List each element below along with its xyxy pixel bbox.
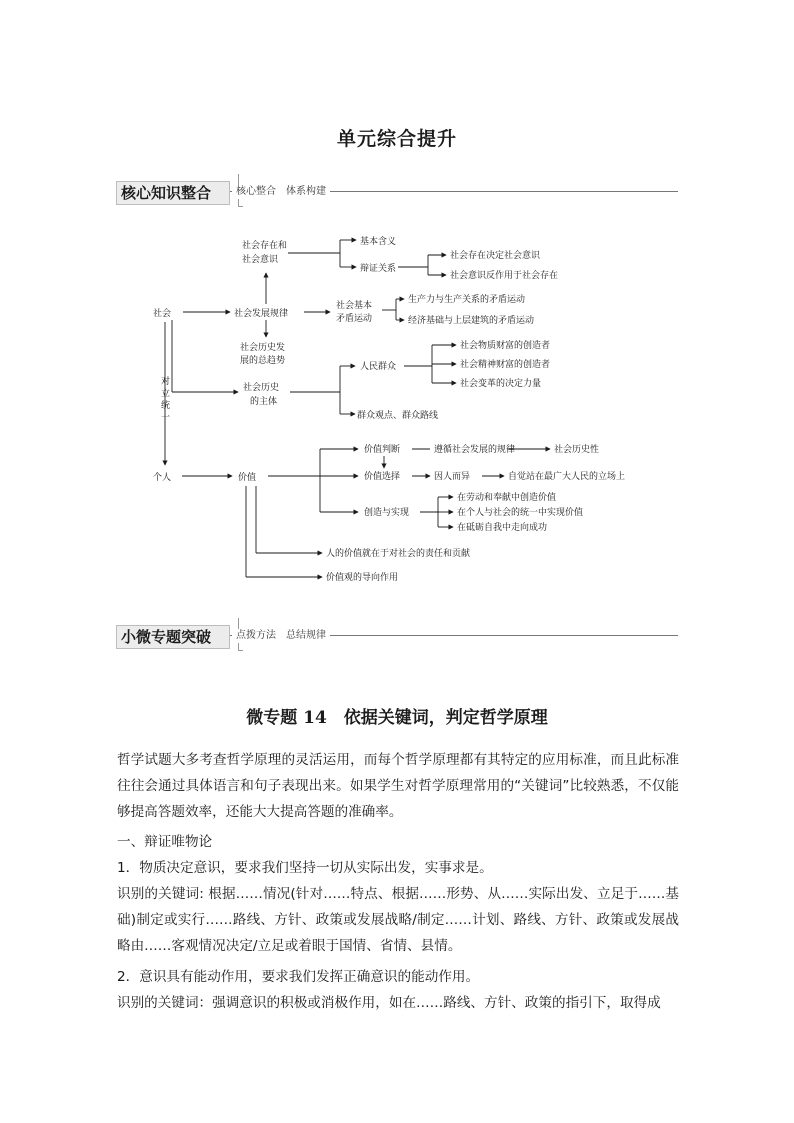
label-unity-1: 对: [161, 377, 171, 387]
node-human-value: 人的价值就在于对社会的责任和贡献: [326, 549, 471, 559]
node-value-judgment: 价值判断: [364, 445, 401, 455]
node-create-1: 在劳动和奉献中创造价值: [457, 493, 557, 503]
node-history-subject-1: 社会历史: [243, 383, 280, 393]
node-dialectical: 辩证关系: [360, 264, 397, 274]
principle-2: 2．意识具有能动作用，要求我们发挥正确意识的能动作用。: [117, 969, 480, 985]
principle-1: 1．物质决定意识，要求我们坚持一切从实际出发，实事求是。: [117, 860, 493, 876]
page-title: 单元综合提升: [336, 128, 457, 150]
node-create-realize: 创造与实现: [364, 508, 410, 518]
node-create-2: 在个人与社会的统一中实现价值: [457, 508, 584, 518]
topic-title: 微专题 14 依据关键词，判定哲学原理: [246, 708, 548, 728]
node-basic-contradiction-2: 矛盾运动: [336, 314, 373, 324]
label-unity-2: 立: [161, 389, 171, 399]
node-basic-meaning: 基本含义: [360, 237, 397, 247]
node-mass-line: 群众观点、群众路线: [357, 411, 439, 421]
node-people-2: 社会精神财富的创造者: [460, 360, 551, 370]
node-create-3: 在砥砺自我中走向成功: [457, 523, 548, 533]
node-history-subject-2: 的主体: [250, 397, 278, 407]
label-unity-3: 统: [161, 401, 171, 411]
section-subtitle-2: 点拨方法 总结规律: [232, 629, 330, 643]
node-value-choice: 价值选择: [364, 472, 401, 482]
node-contradiction-1: 生产力与生产关系的矛盾运动: [408, 295, 526, 305]
intro-paragraph: 哲学试题大多考查哲学原理的灵活运用，而每个哲学原理都有其特定的应用标准，而且此标准往往会通过具体语言和句子表现出来。如果学生对哲学原理常用的“关键词”比较熟悉，不仅能够提高答题效率，还能大大提高答题的准确率。: [117, 752, 679, 820]
node-society: 社会: [153, 309, 172, 319]
node-history-trend-2: 展的总趋势: [240, 356, 286, 366]
node-dialectical-1: 社会存在决定社会意识: [450, 251, 541, 261]
node-existence-consciousness-1: 社会存在和: [242, 241, 288, 251]
node-people: 人民群众: [360, 362, 397, 372]
node-social-historical: 社会历史性: [554, 445, 600, 455]
node-value-guidance: 价值观的导向作用: [326, 573, 399, 583]
node-people-1: 社会物质财富的创造者: [460, 341, 551, 351]
section-tab-label-2: 小微专题突破: [116, 625, 230, 649]
node-value: 价值: [238, 473, 257, 483]
node-social-law: 社会发展规律: [234, 309, 289, 319]
section-tab-label: 核心知识整合: [116, 181, 230, 205]
node-history-trend-1: 社会历史发: [240, 343, 286, 353]
node-varies: 因人而异: [434, 472, 471, 482]
node-contradiction-2: 经济基础与上层建筑的矛盾运动: [408, 316, 535, 326]
node-dialectical-2: 社会意识反作用于社会存在: [450, 271, 559, 281]
node-follow-law: 遵循社会发展的规律: [434, 445, 516, 455]
heading-dialectical-materialism: 一、辩证唯物论: [117, 834, 213, 850]
label-unity-4: 一: [161, 413, 171, 423]
node-people-3: 社会变革的决定力量: [460, 379, 542, 389]
principle-1-keywords: 识别的关键词: 根据……情况(针对……特点、根据……形势、从……实际出发、立足于……基础)制定或实行……路线、方针、政策或发展战略/制定……计划、路线、方针、政策或发展战略由……客观情况决定/立足或着眼于国情、省情、县情。: [117, 886, 679, 954]
node-existence-consciousness-2: 社会意识: [242, 255, 279, 265]
principle-2-keywords: 识别的关键词：强调意识的积极或消极作用，如在……路线、方针、政策的指引下，取得成: [117, 995, 661, 1011]
node-people-stand: 自觉站在最广大人民的立场上: [508, 472, 626, 482]
node-basic-contradiction-1: 社会基本: [336, 301, 373, 311]
section-subtitle: 核心整合 体系构建: [232, 185, 330, 199]
node-individual: 个人: [153, 473, 172, 483]
